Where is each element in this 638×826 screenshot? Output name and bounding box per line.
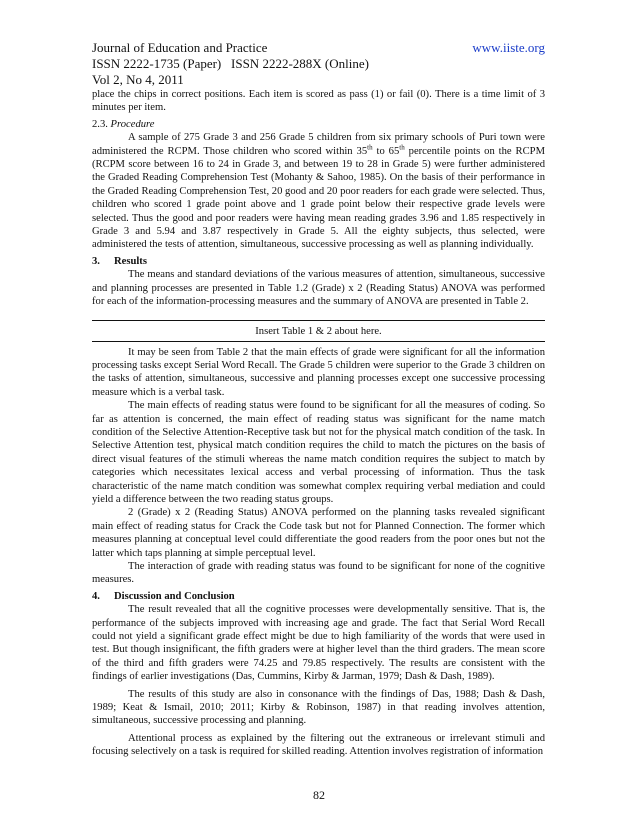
paragraph-procedure: A sample of 275 Grade 3 and 256 Grade 5 children from six primary schools of Puri town were administered the RCPM. Those children who scored within 35th to 65th percentile points on the RCPM (RCPM score between 16 to 24 in Grade 3, and between 19 to 28 in Grade 5) were further administered the Graded Reading Comprehension Test (Mohanty & Sahoo, 1985). On the basis of their performance in the Graded Reading Comprehension Test, 20 good and 20 poor readers for each grade were selected. Thus, children who scored 1 grade point above and 1 grade point below their respective grade levels were selected. Thus the good and poor readers were having mean reading grades 3.96 and 1.85 respectively in Grade 3 and 5.94 and 3.87 respectively in Grade 5. All the eighty subjects, thus selected, were administered the tests of attention, simultaneous, successive processing as well as planning individually. (92, 132, 545, 251)
paragraph-discussion-3: Attentional process as explained by the filtering out the extraneous or irrelevant stimuli and focusing selectively on a task is required for skilled reading. Attention involves registration of information (92, 732, 545, 758)
insert-table-note: Insert Table 1 & 2 about here. (92, 320, 545, 342)
section-title: Results (114, 255, 147, 267)
page-number: 82 (313, 788, 325, 802)
section-title: Discussion and Conclusion (114, 590, 235, 602)
paragraph-results-4: 2 (Grade) x 2 (Reading Status) ANOVA performed on the planning tasks revealed significant main effect of reading status for Crack the Code task but not for Planned Connection. The former which measures planning at conceptual level could differentiate the good readers from the poor ones but not the latter which taps planning at simple perceptual level. (92, 507, 545, 559)
subsection-heading-procedure (92, 118, 545, 131)
paragraph-continued: place the chips in correct positions. Each item is scored as pass (1) or fail (0). There is a time limit of 3 minutes per item. (92, 89, 545, 114)
paragraph-results-3: The main effects of reading status were found to be significant for all the measures of coding. So far as attention is concerned, the main effect of reading status was significant for the name match condition of the Selective Attention-Receptive task but not for the physical match condition of the task. In Selective Attention test, physical match condition requires the child to match the pictures on the basis of direct visual features of the stimuli whereas the name match condition requires the subject to match by categories which necessitates lexical access and verbal processing of information. Thus the task characteristic of the name match condition was somewhat complex requiring verbal mediation and could yield a difference between the two reading status groups. (92, 400, 545, 505)
paragraph-results-2: It may be seen from Table 2 that the main effects of grade were significant for all the information processing tasks except Serial Word Recall. The Grade 5 children were superior to the Grade 3 children on the tasks of attention, simultaneous, successive and planning processes except one successive processing measure which is a verbal task. (92, 346, 545, 398)
volume-line: Vol 2, No 4, 2011 (92, 72, 184, 87)
subsection-number: 2.3. (92, 118, 108, 130)
paragraph-results-1: The means and standard deviations of the various measures of attention, simultaneous, successive and planning processes are presented in Table 1.2 (Grade) x 2 (Reading Status) ANOVA was performed for each of the information-processing measures and the summary of ANOVA are presented in Table 2. (92, 269, 545, 308)
section-number: 3. (92, 255, 100, 267)
paragraph-results-5: The interaction of grade with reading status was found to be significant for none of the cognitive measures. (92, 561, 545, 586)
section-heading-discussion (92, 590, 545, 603)
section-number: 4. (92, 590, 100, 602)
page-content (92, 40, 545, 759)
section-heading-results (92, 255, 545, 268)
paragraph-discussion-1: The result revealed that all the cognitive processes were developmentally sensitive. That is, the performance of the subjects improved with increasing age and grade. The fact that Serial Word Recall could not yield a significant grade effect might be due to high familiarity of the words that were used in test. But though insignificant, the fifth graders were at higher level than the third graders. The mean score of the third and fifth graders were 74.25 and 79.85 respectively. The results are consistent with the findings of earlier investigations (Das, Cummins, Kirby & Jarman, 1979; Dash & Dash, 1989). (92, 604, 545, 683)
journal-url-link[interactable]: www.iiste.org (472, 40, 545, 55)
header-row (92, 40, 545, 56)
issn-line: ISSN 2222-1735 (Paper) ISSN 2222-288X (Online) (92, 56, 369, 71)
paragraph-discussion-2: The results of this study are also in consonance with the findings of Das, 1988; Dash & Dash, 1989; Keat & Ismail, 2010; 2011; Kirby & Robinson, 1987) in that reading involves attention, simultaneous, successive processing and planning. (92, 688, 545, 727)
journal-title: Journal of Education and Practice (92, 40, 268, 55)
subsection-title: Procedure (110, 118, 155, 130)
